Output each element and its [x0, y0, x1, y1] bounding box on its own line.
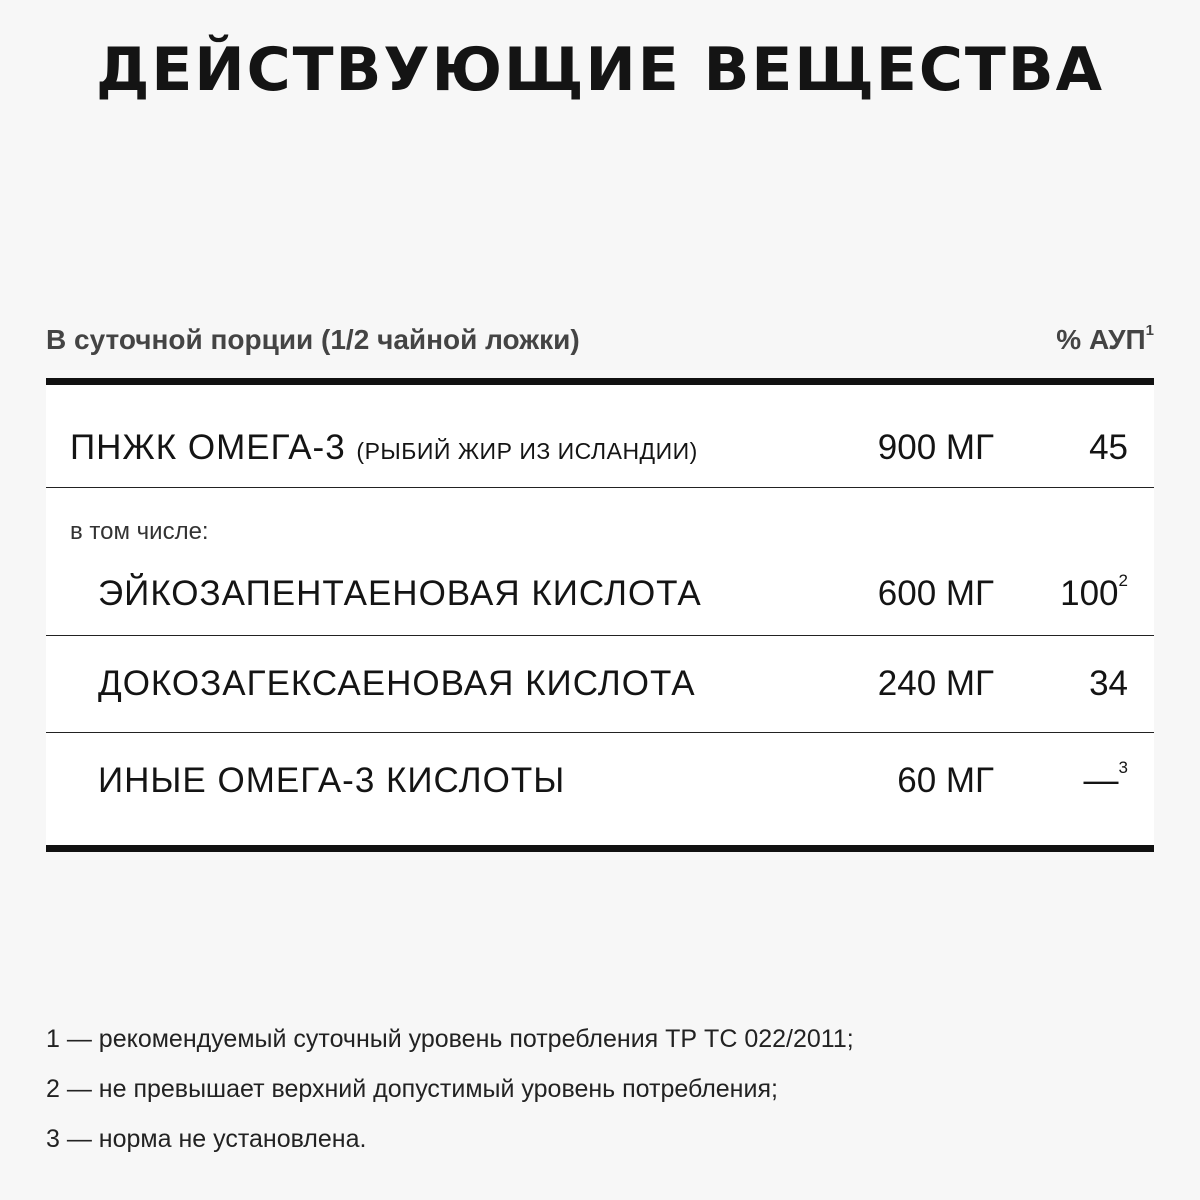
- footnote-2: 2 — не превышает верхний допустимый уровень потребления;: [46, 1075, 778, 1103]
- ingredient-name-note: (РЫБИЙ ЖИР ИЗ ИСЛАНДИИ): [356, 438, 698, 464]
- pct-footnote-mark: 3: [1118, 758, 1128, 778]
- ingredient-pct: [1089, 664, 1128, 704]
- table-row-other-omega3: [46, 733, 1154, 845]
- ingredient-pct: [1089, 428, 1128, 468]
- footnote-1: 1 — рекомендуемый суточный уровень потребления ТР ТС 022/2011;: [46, 1025, 854, 1053]
- aup-footnote-mark: 1: [1145, 321, 1154, 339]
- portion-label: В суточной порции (1/2 чайной ложки): [46, 324, 580, 355]
- ingredient-name: ИНЫЕ ОМЕГА-3 КИСЛОТЫ: [98, 761, 566, 800]
- pct-value: 45: [1089, 428, 1128, 467]
- ingredient-amount: 240 МГ: [877, 664, 994, 703]
- ingredient-amount: 900 МГ: [877, 428, 994, 467]
- pct-value: 34: [1089, 664, 1128, 703]
- page-title: ДЕЙСТВУЮЩИЕ ВЕЩЕСТВА: [95, 35, 1105, 105]
- table-row-epa: [46, 488, 1154, 636]
- including-label: в том числе:: [70, 518, 209, 545]
- ingredient-name: [70, 428, 698, 468]
- aup-header: [1056, 321, 1154, 356]
- ingredient-pct: [1083, 758, 1128, 801]
- footnote-3: 3 — норма не установлена.: [46, 1125, 367, 1153]
- ingredient-amount: 600 МГ: [877, 574, 994, 613]
- ingredients-table: [46, 378, 1154, 852]
- ingredient-name-main: ПНЖК ОМЕГА-3: [70, 428, 346, 467]
- table-row-omega3: [46, 385, 1154, 488]
- aup-label: % АУП: [1056, 324, 1146, 355]
- table-row-dha: [46, 636, 1154, 733]
- ingredient-name: ДОКОЗАГЕКСАЕНОВАЯ КИСЛОТА: [98, 664, 696, 703]
- ingredient-name: ЭЙКОЗАПЕНТАЕНОВАЯ КИСЛОТА: [98, 574, 702, 613]
- table-header: [46, 318, 1154, 362]
- ingredient-amount: 60 МГ: [897, 761, 994, 800]
- footnotes: [46, 1014, 1146, 1164]
- pct-value: 100: [1060, 574, 1119, 613]
- ingredient-pct: [1060, 571, 1128, 614]
- pct-footnote-mark: 2: [1118, 571, 1128, 591]
- pct-value: —: [1083, 761, 1119, 800]
